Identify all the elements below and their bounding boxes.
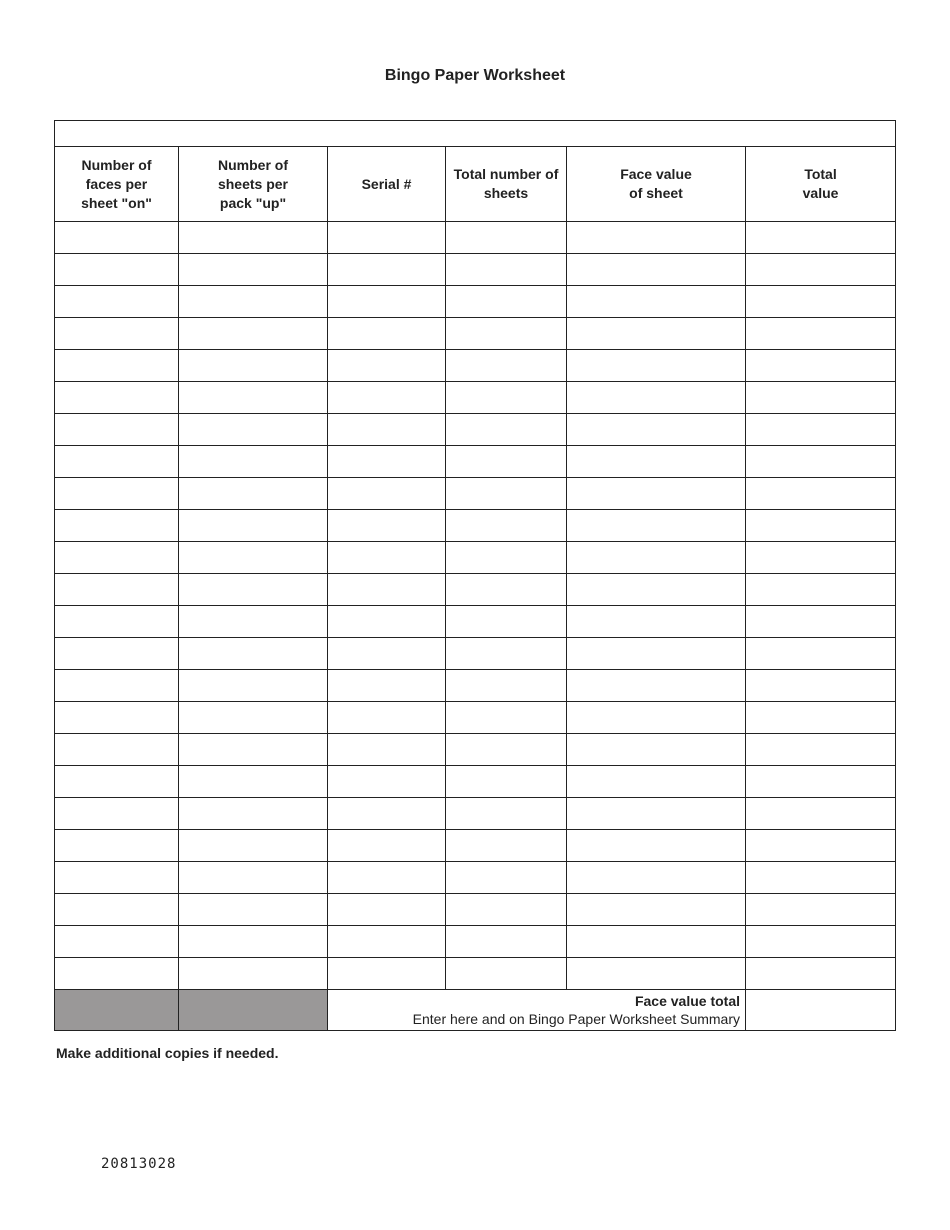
face-value-cell[interactable] bbox=[567, 798, 746, 830]
serial-cell[interactable] bbox=[328, 222, 446, 254]
total-value-cell[interactable] bbox=[746, 254, 896, 286]
total-sheets-cell[interactable] bbox=[446, 926, 567, 958]
total-value-cell[interactable] bbox=[746, 958, 896, 990]
sheets-cell[interactable] bbox=[179, 894, 328, 926]
total-value-cell[interactable] bbox=[746, 446, 896, 478]
total-value-cell[interactable] bbox=[746, 478, 896, 510]
total-sheets-cell[interactable] bbox=[446, 734, 567, 766]
table-row bbox=[55, 606, 896, 638]
face-value-cell[interactable] bbox=[567, 638, 746, 670]
face-value-total-label bbox=[328, 990, 746, 1031]
total-value-cell[interactable] bbox=[746, 798, 896, 830]
serial-cell[interactable] bbox=[328, 446, 446, 478]
col-header-total-sheets: Total number of sheets bbox=[446, 147, 567, 222]
faces-cell[interactable] bbox=[55, 318, 179, 350]
table-row bbox=[55, 894, 896, 926]
total-sheets-cell[interactable] bbox=[446, 446, 567, 478]
faces-cell[interactable] bbox=[55, 638, 179, 670]
table-row bbox=[55, 414, 896, 446]
face-value-cell[interactable] bbox=[567, 734, 746, 766]
face-value-cell[interactable] bbox=[567, 286, 746, 318]
serial-cell[interactable] bbox=[328, 350, 446, 382]
face-value-cell[interactable] bbox=[567, 862, 746, 894]
faces-cell[interactable] bbox=[55, 414, 179, 446]
sheets-cell[interactable] bbox=[179, 606, 328, 638]
table-row bbox=[55, 286, 896, 318]
face-value-cell[interactable] bbox=[567, 830, 746, 862]
faces-cell[interactable] bbox=[55, 510, 179, 542]
table-row bbox=[55, 830, 896, 862]
table-row bbox=[55, 862, 896, 894]
serial-cell[interactable] bbox=[328, 414, 446, 446]
sheets-cell[interactable] bbox=[179, 926, 328, 958]
sheets-cell[interactable] bbox=[179, 638, 328, 670]
total-value-cell[interactable] bbox=[746, 542, 896, 574]
face-value-cell[interactable] bbox=[567, 766, 746, 798]
serial-cell[interactable] bbox=[328, 766, 446, 798]
total-sheets-cell[interactable] bbox=[446, 222, 567, 254]
face-value-cell[interactable] bbox=[567, 254, 746, 286]
total-value-cell[interactable] bbox=[746, 734, 896, 766]
serial-cell[interactable] bbox=[328, 638, 446, 670]
table-row bbox=[55, 510, 896, 542]
serial-cell[interactable] bbox=[328, 382, 446, 414]
table-row bbox=[55, 382, 896, 414]
sheets-cell[interactable] bbox=[179, 958, 328, 990]
serial-cell[interactable] bbox=[328, 894, 446, 926]
serial-cell[interactable] bbox=[328, 286, 446, 318]
face-value-cell[interactable] bbox=[567, 574, 746, 606]
table-row bbox=[55, 350, 896, 382]
total-sheets-cell[interactable] bbox=[446, 798, 567, 830]
col-header-sheets: Number of sheets per pack "up" bbox=[179, 147, 328, 222]
serial-cell[interactable] bbox=[328, 318, 446, 350]
serial-cell[interactable] bbox=[328, 862, 446, 894]
table-row bbox=[55, 446, 896, 478]
sheets-cell[interactable] bbox=[179, 542, 328, 574]
serial-cell[interactable] bbox=[328, 670, 446, 702]
faces-cell[interactable] bbox=[55, 958, 179, 990]
total-value-cell[interactable] bbox=[746, 702, 896, 734]
table-row bbox=[55, 638, 896, 670]
table-row bbox=[55, 222, 896, 254]
faces-cell[interactable] bbox=[55, 862, 179, 894]
total-sheets-cell[interactable] bbox=[446, 702, 567, 734]
total-sheets-cell[interactable] bbox=[446, 542, 567, 574]
shaded-cell bbox=[55, 990, 179, 1031]
faces-cell[interactable] bbox=[55, 670, 179, 702]
faces-cell[interactable] bbox=[55, 830, 179, 862]
sheets-cell[interactable] bbox=[179, 382, 328, 414]
face-value-total-cell[interactable] bbox=[746, 990, 896, 1031]
total-value-cell[interactable] bbox=[746, 638, 896, 670]
col-header-total-value: Total value bbox=[746, 147, 896, 222]
serial-cell[interactable] bbox=[328, 606, 446, 638]
face-value-cell[interactable] bbox=[567, 222, 746, 254]
sheets-cell[interactable] bbox=[179, 702, 328, 734]
table-row bbox=[55, 478, 896, 510]
faces-cell[interactable] bbox=[55, 222, 179, 254]
col-header-serial: Serial # bbox=[328, 147, 446, 222]
sheets-cell[interactable] bbox=[179, 350, 328, 382]
total-sheets-cell[interactable] bbox=[446, 606, 567, 638]
total-sheets-cell[interactable] bbox=[446, 766, 567, 798]
total-value-cell[interactable] bbox=[746, 670, 896, 702]
sheets-cell[interactable] bbox=[179, 670, 328, 702]
table-row bbox=[55, 670, 896, 702]
total-value-cell[interactable] bbox=[746, 318, 896, 350]
table-row bbox=[55, 958, 896, 990]
total-value-cell[interactable] bbox=[746, 926, 896, 958]
sheets-cell[interactable] bbox=[179, 254, 328, 286]
face-value-cell[interactable] bbox=[567, 382, 746, 414]
total-value-cell[interactable] bbox=[746, 894, 896, 926]
serial-cell[interactable] bbox=[328, 734, 446, 766]
faces-cell[interactable] bbox=[55, 798, 179, 830]
total-sheets-cell[interactable] bbox=[446, 574, 567, 606]
col-header-face-value: Face value of sheet bbox=[567, 147, 746, 222]
faces-cell[interactable] bbox=[55, 702, 179, 734]
serial-cell[interactable] bbox=[328, 478, 446, 510]
total-value-cell[interactable] bbox=[746, 606, 896, 638]
faces-cell[interactable] bbox=[55, 446, 179, 478]
form-code: 20813028 bbox=[101, 1156, 177, 1172]
sheets-cell[interactable] bbox=[179, 734, 328, 766]
serial-cell[interactable] bbox=[328, 254, 446, 286]
total-value-cell[interactable] bbox=[746, 574, 896, 606]
table-row bbox=[55, 702, 896, 734]
faces-cell[interactable] bbox=[55, 382, 179, 414]
face-value-cell[interactable] bbox=[567, 702, 746, 734]
face-value-cell[interactable] bbox=[567, 478, 746, 510]
total-value-cell[interactable] bbox=[746, 286, 896, 318]
table-row bbox=[55, 542, 896, 574]
total-value-cell[interactable] bbox=[746, 350, 896, 382]
sheets-cell[interactable] bbox=[179, 862, 328, 894]
faces-cell[interactable] bbox=[55, 542, 179, 574]
table-row bbox=[55, 798, 896, 830]
serial-cell[interactable] bbox=[328, 926, 446, 958]
table-row bbox=[55, 766, 896, 798]
faces-cell[interactable] bbox=[55, 286, 179, 318]
faces-cell[interactable] bbox=[55, 574, 179, 606]
serial-cell[interactable] bbox=[328, 510, 446, 542]
sheets-cell[interactable] bbox=[179, 798, 328, 830]
face-value-cell[interactable] bbox=[567, 894, 746, 926]
serial-cell[interactable] bbox=[328, 702, 446, 734]
table-row bbox=[55, 254, 896, 286]
serial-cell[interactable] bbox=[328, 958, 446, 990]
total-sheets-cell[interactable] bbox=[446, 862, 567, 894]
faces-cell[interactable] bbox=[55, 766, 179, 798]
total-sheets-cell[interactable] bbox=[446, 510, 567, 542]
sheets-cell[interactable] bbox=[179, 766, 328, 798]
table-row bbox=[55, 574, 896, 606]
table-row bbox=[55, 926, 896, 958]
face-value-cell[interactable] bbox=[567, 926, 746, 958]
sheets-cell[interactable] bbox=[179, 830, 328, 862]
serial-cell[interactable] bbox=[328, 830, 446, 862]
header-row bbox=[55, 147, 896, 222]
faces-cell[interactable] bbox=[55, 894, 179, 926]
total-value-cell[interactable] bbox=[746, 414, 896, 446]
face-value-cell[interactable] bbox=[567, 958, 746, 990]
total-sheets-cell[interactable] bbox=[446, 350, 567, 382]
total-value-cell[interactable] bbox=[746, 862, 896, 894]
total-sheets-cell[interactable] bbox=[446, 958, 567, 990]
shaded-cell bbox=[179, 990, 328, 1031]
sheets-cell[interactable] bbox=[179, 286, 328, 318]
face-value-cell[interactable] bbox=[567, 542, 746, 574]
faces-cell[interactable] bbox=[55, 606, 179, 638]
table-row bbox=[55, 318, 896, 350]
sheets-cell[interactable] bbox=[179, 318, 328, 350]
sheets-cell[interactable] bbox=[179, 478, 328, 510]
total-sheets-cell[interactable] bbox=[446, 318, 567, 350]
face-value-cell[interactable] bbox=[567, 318, 746, 350]
total-sheets-cell[interactable] bbox=[446, 254, 567, 286]
worksheet-table bbox=[54, 120, 896, 1031]
total-value-cell[interactable] bbox=[746, 382, 896, 414]
table-row bbox=[55, 734, 896, 766]
face-value-cell[interactable] bbox=[567, 510, 746, 542]
copies-note: Make additional copies if needed. bbox=[56, 1045, 279, 1061]
total-sheets-cell[interactable] bbox=[446, 382, 567, 414]
total-instruction: Enter here and on Bingo Paper Worksheet Summary bbox=[412, 1011, 740, 1027]
face-value-cell[interactable] bbox=[567, 606, 746, 638]
total-sheets-cell[interactable] bbox=[446, 670, 567, 702]
total-value-cell[interactable] bbox=[746, 766, 896, 798]
sheets-cell[interactable] bbox=[179, 574, 328, 606]
serial-cell[interactable] bbox=[328, 574, 446, 606]
total-sheets-cell[interactable] bbox=[446, 638, 567, 670]
col-header-faces: Number of faces per sheet "on" bbox=[55, 147, 179, 222]
total-value-cell[interactable] bbox=[746, 222, 896, 254]
total-value-cell[interactable] bbox=[746, 830, 896, 862]
face-value-cell[interactable] bbox=[567, 350, 746, 382]
page-title: Bingo Paper Worksheet bbox=[384, 67, 566, 84]
sheets-cell[interactable] bbox=[179, 222, 328, 254]
serial-cell[interactable] bbox=[328, 542, 446, 574]
sheets-cell[interactable] bbox=[179, 414, 328, 446]
faces-cell[interactable] bbox=[55, 734, 179, 766]
total-sheets-cell[interactable] bbox=[446, 286, 567, 318]
total-sheets-cell[interactable] bbox=[446, 830, 567, 862]
faces-cell[interactable] bbox=[55, 926, 179, 958]
faces-cell[interactable] bbox=[55, 350, 179, 382]
total-sheets-cell[interactable] bbox=[446, 414, 567, 446]
total-sheets-cell[interactable] bbox=[446, 894, 567, 926]
table-caption-row[interactable] bbox=[55, 121, 896, 147]
sheets-cell[interactable] bbox=[179, 510, 328, 542]
face-value-cell[interactable] bbox=[567, 670, 746, 702]
face-value-cell[interactable] bbox=[567, 446, 746, 478]
sheets-cell[interactable] bbox=[179, 446, 328, 478]
total-value-cell[interactable] bbox=[746, 510, 896, 542]
serial-cell[interactable] bbox=[328, 798, 446, 830]
total-sheets-cell[interactable] bbox=[446, 478, 567, 510]
faces-cell[interactable] bbox=[55, 254, 179, 286]
face-value-cell[interactable] bbox=[567, 414, 746, 446]
faces-cell[interactable] bbox=[55, 478, 179, 510]
footer-row bbox=[55, 990, 896, 1031]
total-label: Face value total bbox=[634, 993, 740, 1009]
